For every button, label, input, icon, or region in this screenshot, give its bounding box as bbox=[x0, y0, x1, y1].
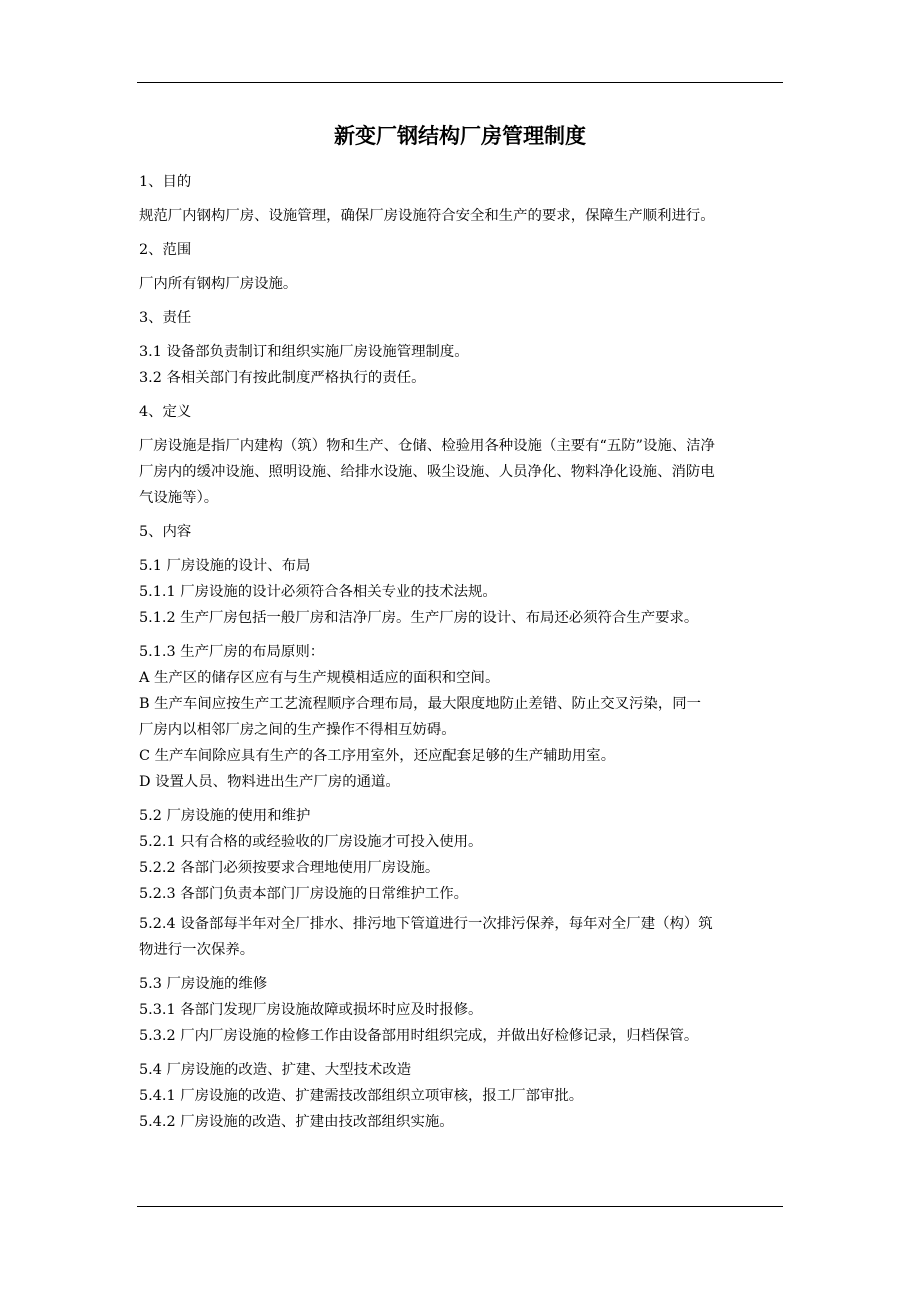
content-item: 5.3.1 各部门发现厂房设施故障或损坏时应及时报修。 bbox=[139, 1002, 483, 1018]
definition-text-line: 气设施等）。 bbox=[139, 490, 219, 506]
layout-principle-item: D 设置人员、物料进出生产厂房的通道。 bbox=[139, 774, 400, 790]
subsection-heading: 5.3 厂房设施的维修 bbox=[139, 976, 268, 992]
footer-rule bbox=[137, 1206, 783, 1207]
content-item: 5.1.1 厂房设施的设计必须符合各相关专业的技术法规。 bbox=[139, 584, 497, 600]
layout-principle-item: A 生产区的储存区应有与生产规模相适应的面积和空间。 bbox=[139, 670, 500, 686]
content-item: 5.2.2 各部门必须按要求合理地使用厂房设施。 bbox=[139, 860, 440, 876]
content-item: 5.4.1 厂房设施的改造、扩建需技改部组织立项审核，报工厂部审批。 bbox=[139, 1088, 584, 1104]
scope-text: 厂内所有钢构厂房设施。 bbox=[139, 276, 298, 292]
layout-principle-item: B 生产车间应按生产工艺流程顺序合理布局，最大限度地防止差错、防止交叉污染，同一 bbox=[139, 696, 701, 712]
section-heading-responsibility: 3、责任 bbox=[139, 310, 192, 326]
definition-text-line: 厂房设施是指厂内建构（筑）物和生产、仓储、检验用各种设施（主要有“五防”设施、洁净 bbox=[139, 438, 715, 454]
section-heading-content: 5、内容 bbox=[139, 524, 192, 540]
layout-principle-item: 厂房内以相邻厂房之间的生产操作不得相互妨碍。 bbox=[139, 722, 456, 738]
definition-text-line: 厂房内的缓冲设施、照明设施、给排水设施、吸尘设施、人员净化、物料净化设施、消防电 bbox=[139, 464, 715, 480]
header-rule bbox=[137, 82, 783, 83]
subsection-heading: 5.2 厂房设施的使用和维护 bbox=[139, 808, 311, 824]
subsection-heading: 5.4 厂房设施的改造、扩建、大型技术改造 bbox=[139, 1062, 412, 1078]
layout-principle-item: C 生产车间除应具有生产的各工序用室外，还应配套足够的生产辅助用室。 bbox=[139, 748, 616, 764]
content-item: 5.3.2 厂内厂房设施的检修工作由设备部用时组织完成，并做出好检修记录，归档保管。 bbox=[139, 1028, 699, 1044]
content-item: 5.2.4 设备部每半年对全厂排水、排污地下管道进行一次排污保养，每年对全厂建（构）筑 bbox=[139, 916, 713, 932]
section-heading-definition: 4、定义 bbox=[139, 404, 192, 420]
subsection-heading: 5.1 厂房设施的设计、布局 bbox=[139, 558, 311, 574]
content-item: 5.1.3 生产厂房的布局原则： bbox=[139, 644, 325, 660]
content-item: 5.4.2 厂房设施的改造、扩建由技改部组织实施。 bbox=[139, 1114, 454, 1130]
document-title: 新变厂钢结构厂房管理制度 bbox=[334, 124, 586, 148]
content-item: 5.2.3 各部门负责本部门厂房设施的日常维护工作。 bbox=[139, 886, 469, 902]
content-item: 5.2.1 只有合格的或经验收的厂房设施才可投入使用。 bbox=[139, 834, 483, 850]
content-item: 物进行一次保养。 bbox=[139, 942, 255, 958]
section-heading-scope: 2、范围 bbox=[139, 242, 192, 258]
responsibility-item: 3.1 设备部负责制订和组织实施厂房设施管理制度。 bbox=[139, 344, 469, 360]
content-item: 5.1.2 生产厂房包括一般厂房和洁净厂房。生产厂房的设计、布局还必须符合生产要求。 bbox=[139, 610, 699, 626]
purpose-text: 规范厂内钢构厂房、设施管理，确保厂房设施符合安全和生产的要求，保障生产顺利进行。 bbox=[139, 208, 715, 224]
section-heading-purpose: 1、目的 bbox=[139, 174, 192, 190]
responsibility-item: 3.2 各相关部门有按此制度严格执行的责任。 bbox=[139, 370, 426, 386]
